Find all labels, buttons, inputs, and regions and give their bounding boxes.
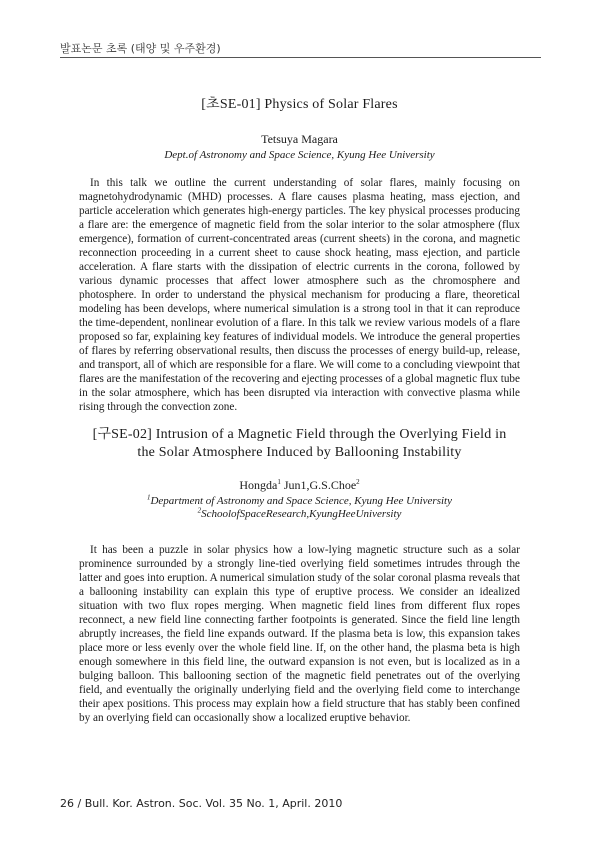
abstract-se-02 bbox=[79, 426, 520, 725]
author-superscript: 1 bbox=[277, 478, 281, 486]
abstract-title-line-1: [구SE-02] Intrusion of a Magnetic Field through the Overlying Field in bbox=[92, 427, 507, 442]
affiliation-text: SchoolofSpaceResearch,KyungHeeUniversity bbox=[201, 508, 402, 520]
abstract-body: In this talk we outline the current understanding of solar flares, mainly focusing on magnetohydrodynamic (MHD) processes. A flare causes plasma heating, mass ejection, and particle acceleration which generates high-energy particles. The key physical processes producing a flare are: the emergence of magnetic field from the solar interior to the solar atmosphere (flux emergence), formation of current-concentrated areas (current sheets) in the corona, and magnetic reconnection proceeding in a current sheet to cause shock heating, mass ejection, and particle acceleration. A flare starts with the dissipation of electric currents in the corona, followed by various dynamic processes that affect lower atmosphere such as the chromosphere and photosphere. In order to understand the physical mechanism for producing a flare, theoretical modeling has been develops, where numerical simulation is a strong tool in that it can reproduce the time-dependent, nonlinear evolution of a flare. In this talk we review various models of a flare proposed so far, explaining key features of individual models. We introduce the general properties of flares by referring observational results, then discuss the processes of energy build-up, release, and transport, all of which are responsible for a flare. We will come to a concluding viewpoint that flares are the manifestation of the recovering and ejecting processes of a global magnetic flux tube in the solar atmosphere, which has been disrupted via interaction with convective plasma while rising through the convection zone. bbox=[79, 177, 520, 413]
abstract-title-line-2: the Solar Atmosphere Induced by Ballooning Instability bbox=[137, 445, 462, 460]
abstract-author: Tetsuya Magara bbox=[261, 132, 338, 146]
header-rule bbox=[60, 57, 541, 58]
abstract-se-01 bbox=[79, 96, 520, 414]
affiliation-marker: 2 bbox=[197, 506, 202, 515]
affiliation-marker: 1 bbox=[146, 493, 151, 502]
abstract-body: It has been a puzzle in solar physics how a low-lying magnetic structure such as a solar prominence surrounded by a strongly line-tied overlying field sometimes intrudes through the latter and goes into eruption. A numerical simulation study of the solar coronal plasma reveals that a ballooning instability can explain this type of eruptive process. We consider an idealized situation with two flux ropes merging. When magnetic field lines from different flux ropes reconnect, a new field line connecting farther footpoints is generated. Since the field line length abruptly increases, the field line expands outward. If the plasma beta is low, this expansion takes place more or less evenly over the whole field line. If, on the other hand, the plasma beta is high enough somewhere in this field line, the outward expansion is not even, but is localized as in a bulging balloon. This ballooning section of the magnetic field penetrates out of the overlying field, and eventually the originally underlying field and the overlying field come to interchange their apex positions. This process may explain how a field structure that has stably been confined by an overlying field can occasionally show a localized eruptive behavior. bbox=[79, 544, 520, 724]
affiliation-2 bbox=[79, 508, 520, 521]
abstract-authors bbox=[79, 478, 520, 493]
abstract-affiliation: Dept.of Astronomy and Space Science, Kyung Hee University bbox=[164, 149, 435, 161]
author-superscript: 2 bbox=[356, 478, 360, 486]
page-footer: 26 / Bull. Kor. Astron. Soc. Vol. 35 No. 1, April. 2010 bbox=[60, 797, 343, 810]
abstract-title: [초SE-01] Physics of Solar Flares bbox=[201, 97, 398, 112]
affiliation-1 bbox=[79, 495, 520, 508]
running-header: 발표논문 초록 (태양 및 우주환경) bbox=[60, 42, 221, 55]
author-hongda: Hongda bbox=[239, 478, 278, 492]
author-rest: Jun1,G.S.Choe bbox=[280, 478, 357, 492]
affiliation-text: Department of Astronomy and Space Science, Kyung Hee University bbox=[150, 495, 452, 507]
